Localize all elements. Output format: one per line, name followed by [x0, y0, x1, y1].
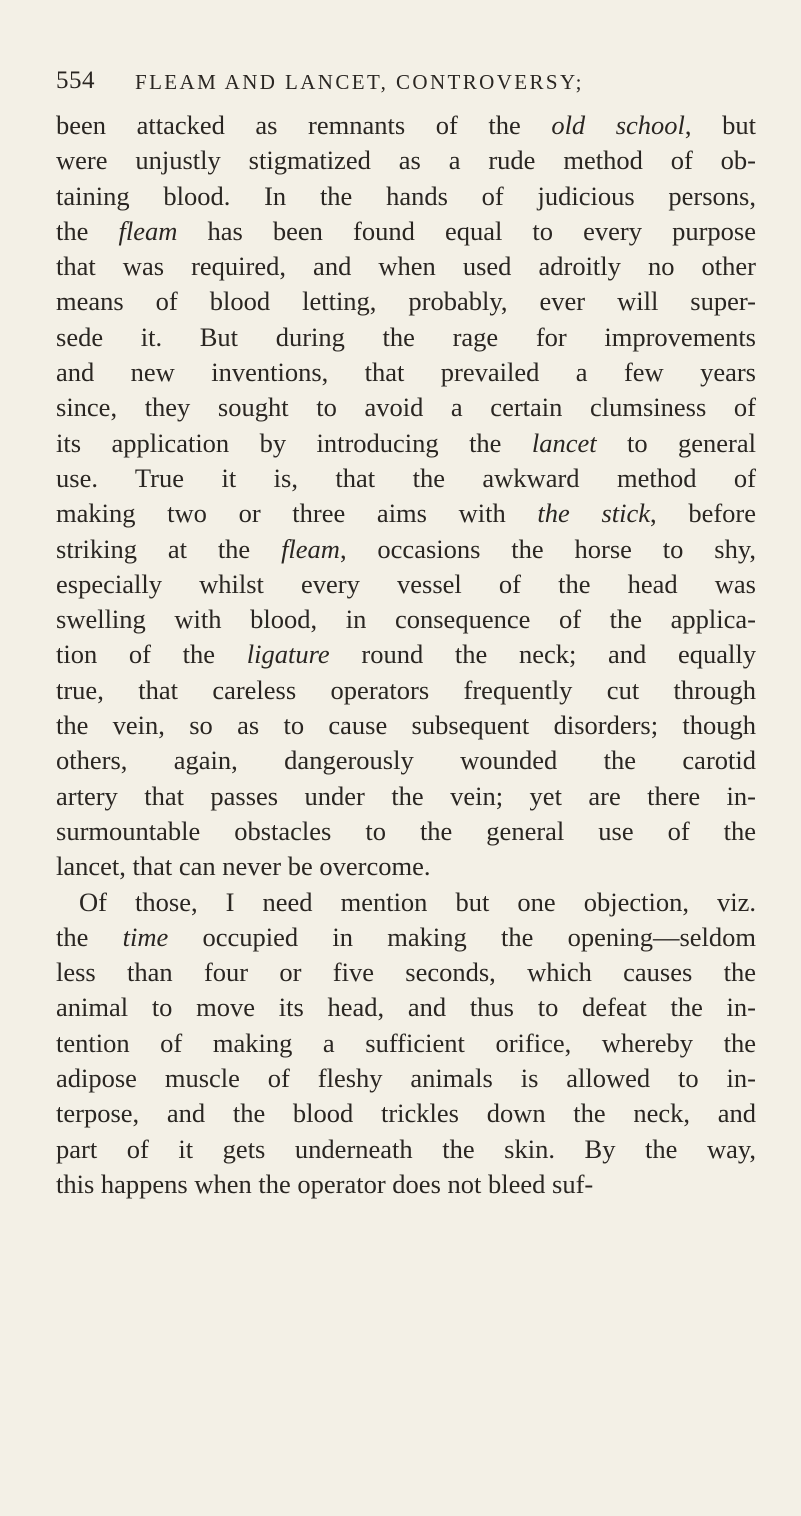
- text-run: , but: [684, 110, 756, 140]
- text-run: means of blood letting, probably, ever will super-: [56, 286, 756, 317]
- text-line: [56, 179, 756, 214]
- text-run: striking at the: [56, 533, 282, 564]
- text-line: [56, 355, 756, 390]
- text-line: [56, 532, 756, 567]
- text-line: [56, 320, 756, 355]
- text-line: [56, 1132, 756, 1167]
- text-run: occupied in making the opening—seldom: [168, 921, 757, 952]
- text-run: been attacked as remnants of the: [56, 110, 552, 140]
- text-run: use. True it is, that the awkward method of: [56, 462, 756, 493]
- body-text: [56, 108, 756, 1202]
- text-run: terpose, and the blood trickles down the neck, and: [56, 1098, 756, 1129]
- text-line: [56, 637, 756, 672]
- text-run: others, again, dangerously wounded the carotid: [56, 745, 756, 776]
- italic-term: fleam: [281, 533, 340, 564]
- italic-term: lancet: [531, 427, 597, 458]
- text-run: sede it. But during the rage for improvements: [56, 321, 756, 352]
- running-head-title: FLEAM AND LANCET, CONTROVERSY;: [135, 70, 584, 94]
- text-run: true, that careless operators frequently cut through: [56, 674, 756, 705]
- text-run: the: [56, 921, 123, 952]
- text-run: has been found equal to every purpose: [177, 215, 757, 246]
- text-line: [56, 849, 756, 884]
- text-run: round the neck; and equally: [329, 639, 756, 670]
- running-head: [56, 66, 756, 96]
- text-run: Of those, I need mention but one objection, viz.: [79, 886, 756, 917]
- text-run: artery that passes under the vein; yet are there in-: [56, 780, 756, 811]
- text-line: [56, 390, 756, 425]
- text-run: , before: [650, 498, 756, 529]
- text-line: [56, 673, 756, 708]
- text-line: [56, 143, 756, 178]
- text-run: taining blood. In the hands of judicious persons,: [56, 180, 756, 211]
- text-line: [56, 214, 756, 249]
- text-line: [56, 426, 756, 461]
- text-line: [56, 779, 756, 814]
- text-run: since, they sought to avoid a certain clumsiness of: [56, 392, 756, 423]
- text-line: [56, 708, 756, 743]
- text-line: [56, 1096, 756, 1131]
- text-line: [56, 743, 756, 778]
- text-run: that was required, and when used adroitly no other: [56, 251, 756, 282]
- text-run: this happens when the operator does not bleed suf-: [56, 1168, 594, 1199]
- text-line: [56, 814, 756, 849]
- text-line: [56, 990, 756, 1025]
- text-line: [56, 496, 756, 531]
- text-run: its application by introducing the: [56, 427, 532, 458]
- text-line: [56, 920, 756, 955]
- text-line: [56, 1026, 756, 1061]
- text-line: [56, 885, 756, 920]
- text-run: less than four or five seconds, which causes the: [56, 957, 756, 988]
- text-line: [56, 249, 756, 284]
- text-run: tion of the: [56, 639, 247, 670]
- text-line: [56, 284, 756, 319]
- text-run: the vein, so as to cause subsequent disorders; though: [56, 710, 756, 741]
- italic-term: the stick: [537, 498, 651, 529]
- italic-term: time: [122, 921, 169, 952]
- text-run: adipose muscle of fleshy animals is allowed to in-: [56, 1063, 756, 1094]
- text-run: part of it gets underneath the skin. By the way,: [56, 1133, 756, 1164]
- text-run: especially whilst every vessel of the head was: [56, 568, 756, 599]
- text-run: lancet, that can never be overcome.: [56, 851, 431, 882]
- text-run: animal to move its head, and thus to defeat the in-: [56, 992, 756, 1023]
- text-line: [56, 955, 756, 990]
- text-line: [56, 461, 756, 496]
- text-run: tention of making a sufficient orifice, whereby the: [56, 1027, 756, 1058]
- text-run: surmountable obstacles to the general use of the: [56, 815, 756, 846]
- italic-term: old school: [551, 110, 685, 140]
- page-number: 554: [56, 67, 95, 94]
- italic-term: fleam: [118, 215, 178, 246]
- text-line: [56, 1167, 756, 1202]
- text-line: [56, 108, 756, 143]
- text-run: and new inventions, that prevailed a few years: [56, 357, 756, 388]
- text-line: [56, 602, 756, 637]
- text-run: were unjustly stigmatized as a rude method of ob-: [56, 145, 756, 176]
- text-line: [56, 567, 756, 602]
- text-run: , occasions the horse to shy,: [339, 533, 756, 564]
- text-run: swelling with blood, in consequence of the applica-: [56, 604, 756, 635]
- text-run: making two or three aims with: [56, 498, 538, 529]
- text-run: to general: [596, 427, 756, 458]
- text-line: [56, 1061, 756, 1096]
- text-run: the: [56, 215, 119, 246]
- italic-term: ligature: [246, 639, 330, 670]
